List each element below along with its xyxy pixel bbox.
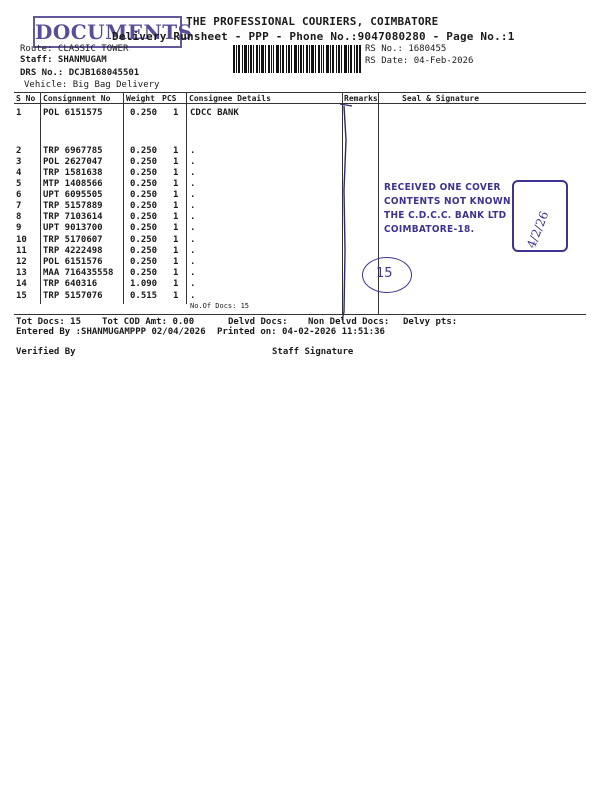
table-row: 12 POL 6151576 0.250 1 . bbox=[16, 257, 196, 267]
table-row: 2 TRP 6967785 0.250 1 . bbox=[16, 146, 196, 156]
documents-stamp: DOCUMENTS bbox=[33, 16, 182, 48]
staff-info: Staff: SHANMUGAM bbox=[20, 55, 107, 65]
table-row: 15 TRP 5157076 0.515 1 . bbox=[16, 291, 196, 301]
table-row: 9 UPT 9013700 0.250 1 . bbox=[16, 223, 196, 233]
non-delivered-docs: Non Delvd Docs: bbox=[308, 317, 390, 327]
delivery-points: Delvy pts: bbox=[403, 317, 458, 327]
col-header-seal: Seal & Signature bbox=[402, 94, 480, 103]
company-name: THE PROFESSIONAL COURIERS, COIMBATORE bbox=[186, 15, 439, 28]
total-docs: Tot Docs: 15 bbox=[16, 317, 82, 327]
table-row: 1 POL 6151575 0.250 1 CDCC BANK bbox=[16, 108, 239, 118]
col-header-remarks: Remarks bbox=[344, 94, 378, 103]
entered-by: Entered By :SHANMUGAMPPP 02/04/2026 bbox=[16, 327, 206, 337]
table-row: 14 TRP 640316 1.090 1 . bbox=[16, 279, 196, 289]
total-cod: Tot COD Amt: 0.00 bbox=[102, 317, 195, 327]
printed-on: Printed on: 04-02-2026 11:51:36 bbox=[217, 327, 385, 337]
col-header-consignment: Consignment No bbox=[43, 94, 111, 103]
no-of-docs: No.Of Docs: 15 bbox=[190, 302, 250, 310]
table-row: 10 TRP 5170607 0.250 1 . bbox=[16, 235, 196, 245]
vehicle-info: Vehicle: Big Bag Delivery bbox=[24, 80, 160, 90]
rs-date: RS Date: 04-Feb-2026 bbox=[365, 56, 474, 66]
received-stamp-line: RECEIVED ONE COVER bbox=[384, 182, 501, 193]
table-row: 8 TRP 7103614 0.250 1 . bbox=[16, 212, 196, 222]
rs-number: RS No.: 1680455 bbox=[365, 44, 447, 54]
table-row: 5 MTP 1408566 0.250 1 . bbox=[16, 179, 196, 189]
handwritten-date: 4/2/26 bbox=[524, 209, 552, 251]
staff-signature: Staff Signature bbox=[272, 347, 354, 357]
verified-by: Verified By bbox=[16, 347, 76, 357]
col-header-consignee: Consignee Details bbox=[189, 94, 271, 103]
received-stamp-line: THE C.D.C.C. BANK LTD bbox=[384, 210, 507, 221]
table-row: 3 POL 2627047 0.250 1 . bbox=[16, 157, 196, 167]
table-row: 11 TRP 4222498 0.250 1 . bbox=[16, 246, 196, 256]
col-header-weight: Weight bbox=[126, 94, 155, 103]
barcode-image bbox=[233, 45, 361, 73]
route-info: Route: CLASSIC TOWER bbox=[20, 44, 129, 54]
table-row: 4 TRP 1581638 0.250 1 . bbox=[16, 168, 196, 178]
table-row: 6 UPT 6095505 0.250 1 . bbox=[16, 190, 196, 200]
runsheet-title: Delivery Runsheet - PPP - Phone No.:9047080280 - Page No.:1 bbox=[112, 30, 515, 43]
col-header-pcs: PCS bbox=[162, 94, 177, 103]
delivered-docs: Delvd Docs: bbox=[228, 317, 288, 327]
received-stamp-line: COIMBATORE-18. bbox=[384, 224, 475, 235]
received-stamp bbox=[384, 181, 514, 249]
circled-count: 15 bbox=[376, 266, 393, 281]
table-row: 13 MAA 716435558 0.250 1 . bbox=[16, 268, 196, 278]
drs-number: DRS No.: DCJB168045501 bbox=[20, 68, 140, 78]
table-row: 7 TRP 5157889 0.250 1 . bbox=[16, 201, 196, 211]
received-stamp-line: CONTENTS NOT KNOWN bbox=[384, 196, 511, 207]
col-header-sno: S No bbox=[16, 94, 36, 103]
